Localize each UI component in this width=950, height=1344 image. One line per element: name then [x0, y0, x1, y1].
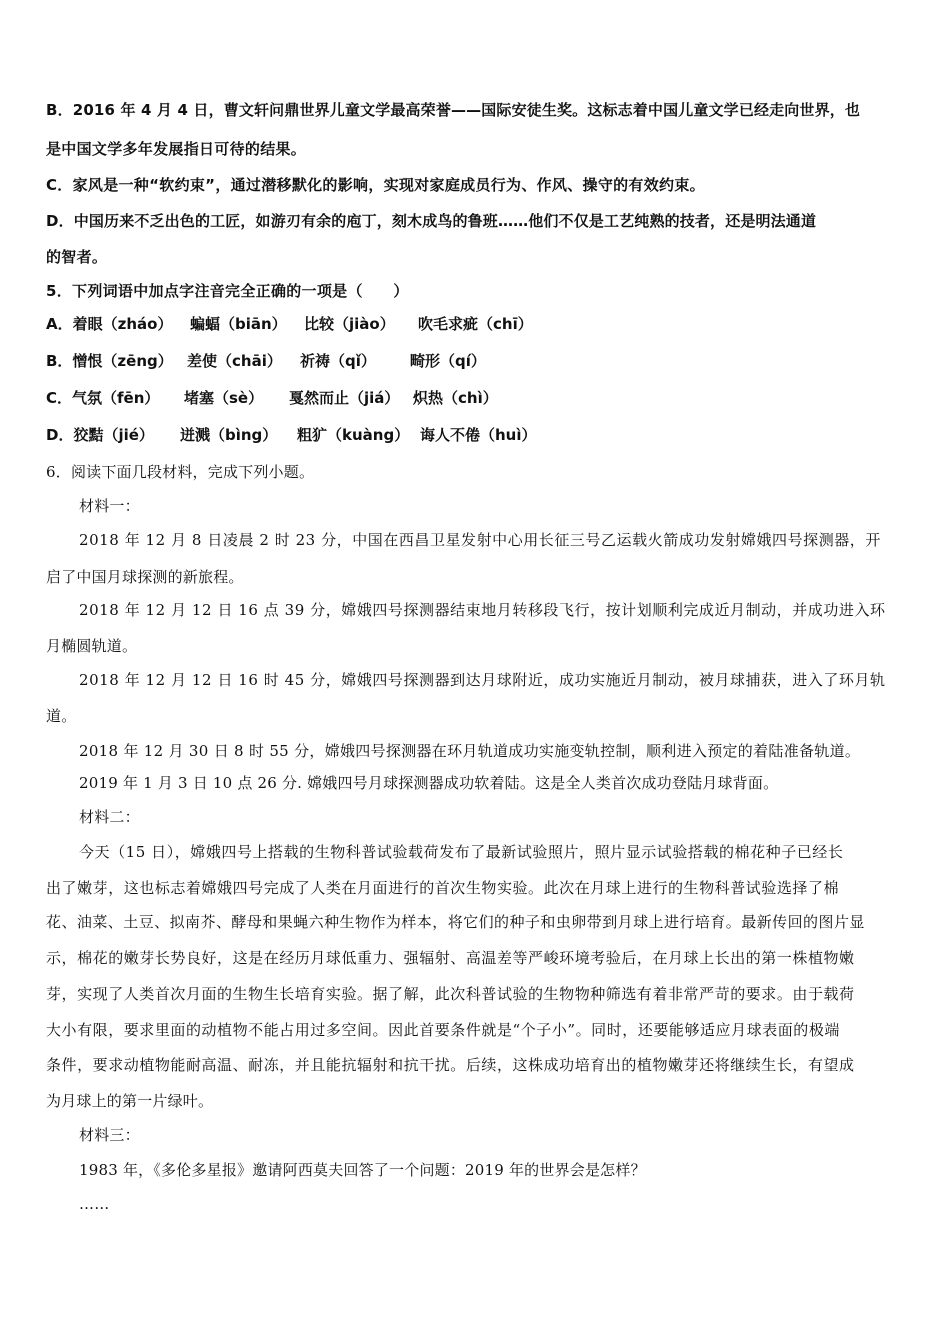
material-1-para3-line2: 道。 [46, 707, 77, 725]
material-2-line4: 示，棉花的嫩芽长势良好，这是在经历月球低重力、强辐射、高温差等严峻环境考验后，在月球上长出的第一株植物嫩 [46, 949, 855, 967]
material-1-para2-line2: 月椭圆轨道。 [46, 637, 138, 655]
q4-option-c: C．家风是一种“软约束”，通过潜移默化的影响，实现对家庭成员行为、作风、操守的有效约束。 [46, 176, 705, 194]
material-2-line3: 花、油菜、土豆、拟南芥、酵母和果蝇六种生物作为样本，将它们的种子和虫卵带到月球上进行培育。最新传回的图片显 [46, 913, 865, 931]
material-1-para4: 2018 年 12 月 30 日 8 时 55 分，嫦娥四号探测器在环月轨道成功实施变轨控制，顺利进入预定的着陆准备轨道。 [79, 742, 861, 760]
q5-option-c-word2: 堵塞（sè） [184, 389, 264, 407]
material-2-line7: 条件，要求动植物能耐高温、耐冻，并且能抗辐射和抗干扰。后续，这株成功培育出的植物嫩芽还将继续生长，有望成 [46, 1056, 855, 1074]
q6-stem: 6．阅读下面几段材料，完成下列小题。 [46, 463, 315, 481]
material-1-para1-line1: 2018 年 12 月 8 日凌晨 2 时 23 分，中国在西昌卫星发射中心用长征三号乙运载火箭成功发射嫦娥四号探测器，开 [79, 531, 881, 549]
q5-option-c-word4: 炽热（chì） [413, 389, 498, 407]
q5-option-c-word3: 戛然而止（jiá） [289, 389, 400, 407]
q5-option-a-word2: 蝙蝠（biān） [190, 315, 287, 333]
q5-option-d-word2: 迸溅（bìng） [180, 426, 278, 444]
material-2-line5: 芽，实现了人类首次月面的生物生长培育实验。据了解，此次科普试验的生物物种筛选有着非常严苛的要求。由于载荷 [46, 985, 855, 1003]
material-3-title: 材料三： [79, 1126, 140, 1144]
q5-option-d-word4: 诲人不倦（huì） [420, 426, 537, 444]
material-2-line6: 大小有限，要求里面的动植物不能占用过多空间。因此首要条件就是“个子小”。同时，还要能够适应月球表面的极端 [46, 1021, 840, 1039]
material-3-ellipsis: …… [79, 1195, 110, 1213]
q5-option-b-word3: 祈祷（qǐ） [300, 352, 376, 370]
material-2-line2: 出了嫩芽，这也标志着嫦娥四号完成了人类在月面进行的首次生物实验。此次在月球上进行的生物科普试验选择了棉 [46, 879, 840, 897]
q5-option-a-word3: 比较（jiào） [304, 315, 395, 333]
q4-option-d-line2: 的智者。 [46, 248, 108, 266]
material-1-para3-line1: 2018 年 12 月 12 日 16 时 45 分，嫦娥四号探测器到达月球附近，成功实施近月制动，被月球捕获，进入了环月轨 [79, 671, 886, 689]
q4-option-d-line1: D．中国历来不乏出色的工匠，如游刃有余的庖丁，刻木成鸟的鲁班……他们不仅是工艺纯熟的技者，还是明法通道 [46, 212, 817, 230]
q5-option-a-word1: A．着眼（zháo） [46, 315, 173, 333]
material-2-line8: 为月球上的第一片绿叶。 [46, 1092, 214, 1110]
material-2-line1: 今天（15 日），嫦娥四号上搭载的生物科普试验载荷发布了最新试验照片，照片显示试验搭载的棉花种子已经长 [79, 843, 844, 861]
q5-option-a-word4: 吹毛求疵（chī） [418, 315, 533, 333]
q5-option-b-word2: 差使（chāi） [187, 352, 282, 370]
material-1-title: 材料一： [79, 497, 140, 515]
q5-option-d-word1: D．狡黠（jié） [46, 426, 154, 444]
q5-option-c-word1: C．气氛（fēn） [46, 389, 160, 407]
material-1-para1-line2: 启了中国月球探测的新旅程。 [46, 568, 244, 586]
q4-option-b-line1: B．2016 年 4 月 4 日，曹文轩问鼎世界儿童文学最高荣誉——国际安徒生奖。这标志着中国儿童文学已经走向世界，也 [46, 101, 861, 119]
material-2-title: 材料二： [79, 808, 140, 826]
q5-stem: 5．下列词语中加点字注音完全正确的一项是（ ） [46, 282, 409, 300]
q4-option-b-line2: 是中国文学多年发展指日可待的结果。 [46, 140, 307, 158]
q5-option-d-word3: 粗犷（kuàng） [297, 426, 410, 444]
q5-option-b-word4: 畸形（qí） [410, 352, 486, 370]
material-3-para1: 1983 年，《多伦多星报》邀请阿西莫夫回答了一个问题：2019 年的世界会是怎样？ [79, 1161, 646, 1179]
q5-option-b-word1: B．憎恨（zēng） [46, 352, 173, 370]
material-1-para5: 2019 年 1 月 3 日 10 点 26 分. 嫦娥四号月球探测器成功软着陆。这是全人类首次成功登陆月球背面。 [79, 774, 779, 792]
material-1-para2-line1: 2018 年 12 月 12 日 16 点 39 分，嫦娥四号探测器结束地月转移段飞行，按计划顺利完成近月制动，并成功进入环 [79, 601, 886, 619]
